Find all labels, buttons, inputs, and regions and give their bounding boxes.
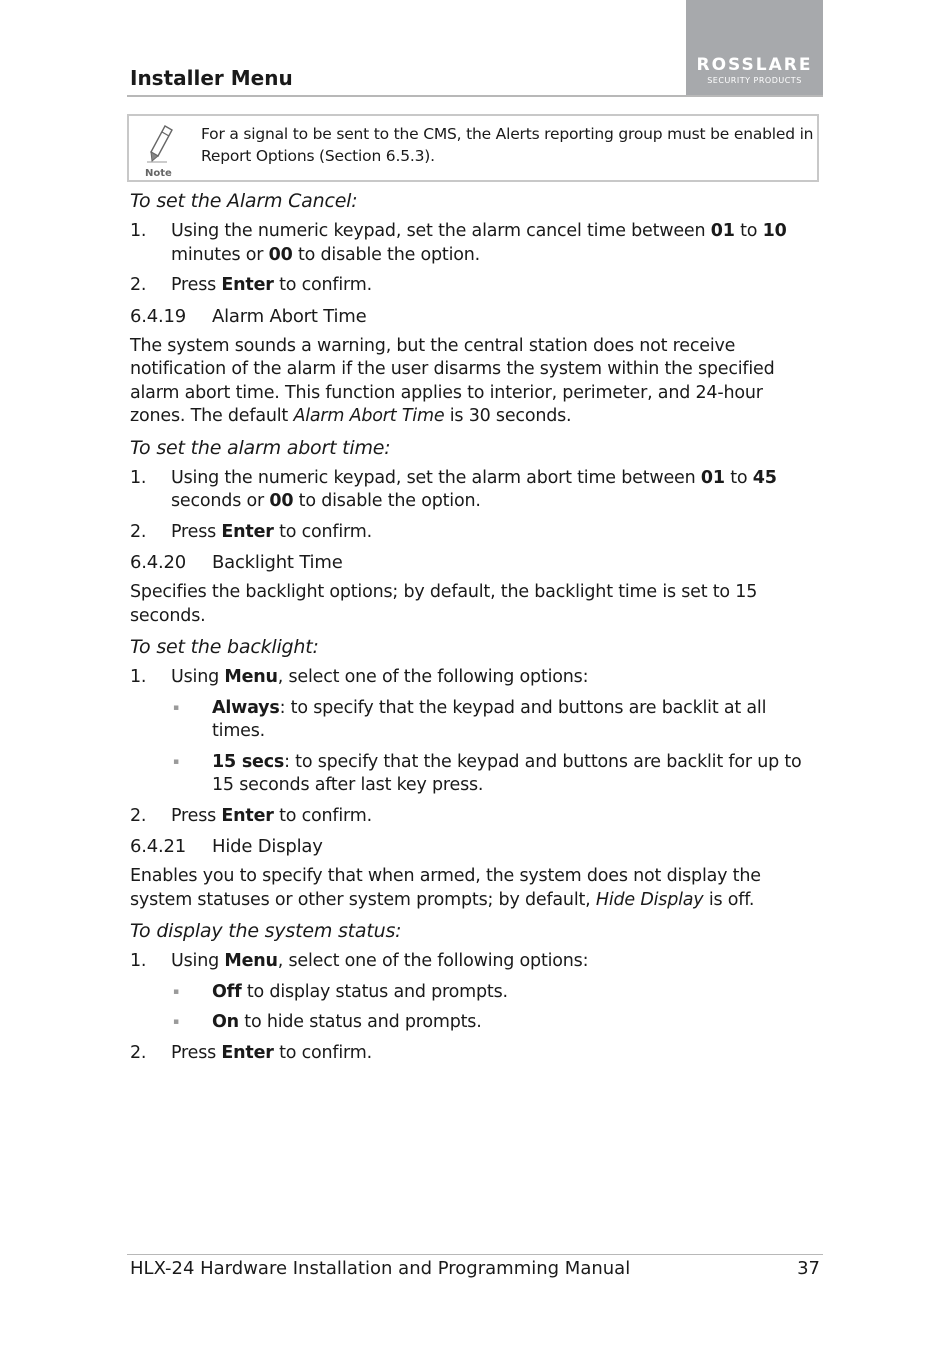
bullet-item — [171, 981, 820, 1005]
note-label: Note — [145, 168, 172, 179]
step-number: 2. — [130, 805, 147, 826]
note-text: For a signal to be sent to the CMS, the Alerts reporting group must be enabled in Report Options (Section 6.5.3). — [201, 125, 814, 165]
bullet-item — [171, 751, 820, 798]
section-number: 6.4.21 — [130, 836, 187, 857]
bullet-item — [171, 697, 820, 744]
step-text: Press Enter to confirm. — [171, 521, 372, 542]
step-number: 1. — [130, 221, 147, 241]
step-text: Using the numeric keypad, set the alarm abort time between 01 to 45 seconds or 00 to disable the option. — [171, 467, 777, 511]
step-item — [130, 220, 820, 267]
square-bullet-icon: ▪ — [173, 756, 179, 767]
bullet-text: Always: to specify that the keypad and buttons are backlit at all times. — [212, 697, 767, 741]
page-content — [130, 186, 820, 1072]
paragraph-backlight: Specifies the backlight options; by default, the backlight time is set to 15 seconds. — [130, 582, 758, 626]
step-item — [130, 1042, 820, 1066]
step-number: 1. — [130, 951, 147, 971]
footer-divider — [127, 1254, 823, 1255]
pencil-icon — [145, 124, 175, 164]
square-bullet-icon: ▪ — [173, 986, 179, 997]
step-text: Using Menu, select one of the following options: — [171, 667, 589, 687]
step-item — [130, 950, 820, 974]
step-number: 1. — [130, 667, 147, 687]
bullet-text: Off to display status and prompts. — [212, 981, 508, 1002]
step-text: Using Menu, select one of the following options: — [171, 951, 589, 971]
step-text: Press Enter to confirm. — [171, 805, 372, 826]
step-number: 2. — [130, 1042, 147, 1063]
brand-logo — [686, 0, 823, 95]
step-text: Press Enter to confirm. — [171, 1042, 372, 1063]
step-number: 2. — [130, 521, 147, 542]
step-number: 2. — [130, 275, 147, 295]
step-item — [130, 805, 820, 829]
header-divider — [127, 95, 823, 97]
page-number: 37 — [797, 1258, 820, 1279]
bullet-item — [171, 1011, 820, 1035]
logo-name: ROSSLARE — [696, 55, 813, 75]
procedure-title-backlight: To set the backlight: — [130, 636, 319, 658]
step-item — [130, 467, 820, 514]
paragraph-alarm-abort: The system sounds a warning, but the central station does not receive notification of the alarm if the user disarms the system within the specified alarm abort time. This function applies to interior, perimeter, and 24-hour zones. The default Alarm Abort Time is 30 seconds. — [130, 335, 775, 426]
section-title: Backlight Time — [212, 552, 343, 573]
logo-tagline: SECURITY PRODUCTS — [707, 76, 802, 85]
step-text: Using the numeric keypad, set the alarm cancel time between 01 to 10 minutes or 00 to disable the option. — [171, 221, 787, 265]
step-text: Press Enter to confirm. — [171, 275, 372, 295]
bullet-text: 15 secs: to specify that the keypad and buttons are backlit for up to 15 seconds after last key press. — [212, 751, 802, 795]
square-bullet-icon: ▪ — [173, 1017, 179, 1027]
bullet-text: On to hide status and prompts. — [212, 1012, 482, 1032]
square-bullet-icon: ▪ — [173, 702, 179, 713]
procedure-title-alarm-cancel: To set the Alarm Cancel: — [130, 190, 358, 212]
footer-manual-title: HLX-24 Hardware Installation and Programming Manual — [130, 1258, 631, 1279]
note-box — [127, 114, 819, 182]
section-number: 6.4.20 — [130, 552, 187, 573]
section-heading-hide-display — [130, 835, 820, 859]
procedure-title-hide-display: To display the system status: — [130, 920, 402, 942]
section-heading-alarm-abort — [130, 305, 820, 329]
procedure-title-alarm-abort: To set the alarm abort time: — [130, 436, 391, 459]
step-item — [130, 666, 820, 690]
page-header-title: Installer Menu — [130, 66, 293, 90]
paragraph-hide-display: Enables you to specify that when armed, the system does not display the system statuses or other system prompts; by default, Hide Display is off. — [130, 866, 761, 910]
section-title: Hide Display — [212, 836, 323, 857]
step-number: 1. — [130, 467, 147, 488]
section-heading-backlight — [130, 551, 820, 575]
section-title: Alarm Abort Time — [212, 305, 367, 327]
step-item — [130, 274, 820, 298]
section-number: 6.4.19 — [130, 305, 187, 327]
step-item — [130, 521, 820, 545]
